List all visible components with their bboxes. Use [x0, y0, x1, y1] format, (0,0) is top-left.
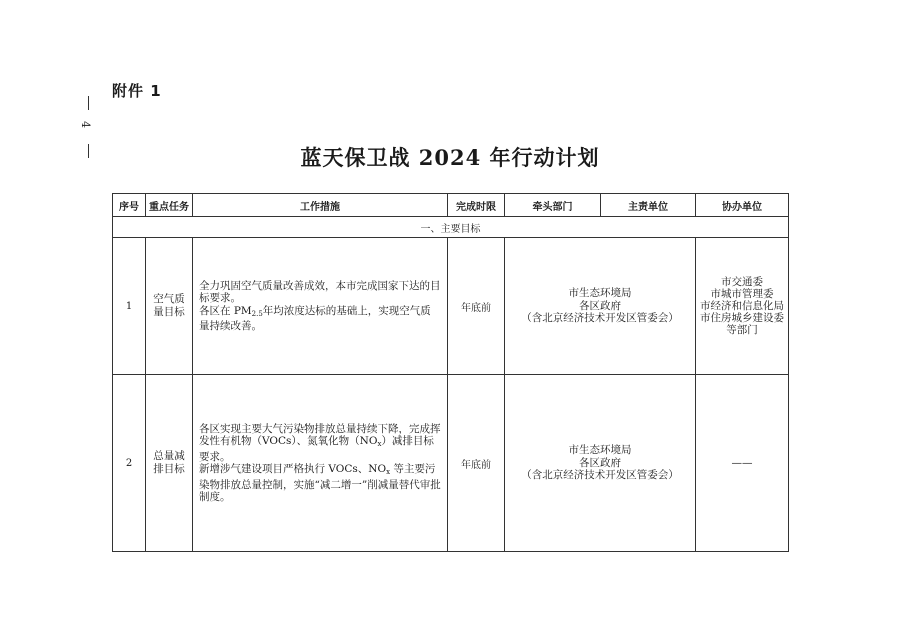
measure-text: 等主要污染物排放总量控制，实施“减二增一”削减量替代审批制度。 — [199, 463, 441, 503]
measure-text: 新增涉气建设项目严格执行 VOCs、NO — [199, 463, 387, 475]
measure-paragraph — [199, 305, 441, 333]
row-lead-department — [505, 238, 696, 375]
measure-text: 各区在 PM — [199, 304, 252, 317]
page-number-top-rule — [88, 96, 89, 110]
measure-paragraph: 全力巩固空气质量改善成效，本市完成国家下达的目标要求。 — [199, 279, 441, 304]
header-cooperating: 协办单位 — [696, 194, 789, 217]
dept-line: 各区政府 — [579, 456, 621, 469]
header-measures: 工作措施 — [193, 194, 448, 217]
header-responsible: 主责单位 — [601, 194, 696, 217]
row-task: 空气质量目标 — [146, 238, 193, 375]
table-row — [113, 375, 789, 552]
measure-subscript: 2.5 — [251, 309, 263, 318]
coop-line: 市交通委 — [721, 276, 763, 288]
row-measures — [193, 238, 448, 375]
measure-text: ）减排目标要求。 — [199, 435, 434, 463]
coop-line: 市经济和信息化局 — [700, 300, 784, 312]
coop-line: 市城市管理委 — [710, 288, 774, 300]
page-number: 4 — [79, 121, 92, 128]
row-cooperating — [696, 238, 789, 375]
row-number: 1 — [113, 238, 146, 375]
measure-text: 年均浓度达标的基础上，实现空气质量持续改善。 — [199, 304, 431, 332]
header-no: 序号 — [113, 194, 146, 217]
coop-line: 等部门 — [726, 324, 758, 336]
dept-line: 各区政府 — [579, 299, 621, 312]
measure-text: 各区实现主要大气污染物排放总量持续下降，完成挥发性有机物（VOCs）、氮氧化物（NO — [199, 422, 441, 447]
dept-line: （含北京经济技术开发区管委会） — [521, 469, 679, 482]
row-cooperating: —— — [696, 375, 789, 552]
dept-line: 市生态环境局 — [568, 287, 632, 300]
dept-line: 市生态环境局 — [568, 444, 632, 457]
table-row — [113, 238, 789, 375]
row-deadline: 年底前 — [448, 238, 505, 375]
measure-subscript: x — [386, 468, 391, 476]
measure-paragraph — [199, 463, 441, 504]
header-task: 重点任务 — [146, 194, 193, 217]
header-lead: 牵头部门 — [505, 194, 601, 217]
coop-line: 市住房城乡建设委 — [700, 312, 784, 324]
document-title: 蓝天保卫战 2024 年行动计划 — [300, 145, 600, 170]
action-plan-table — [112, 193, 789, 552]
measure-paragraph — [199, 423, 441, 464]
attachment-label: 附件 1 — [112, 82, 162, 100]
table-header-row — [113, 194, 789, 217]
row-number: 2 — [113, 375, 146, 552]
row-deadline: 年底前 — [448, 375, 505, 552]
row-lead-department — [505, 375, 696, 552]
measure-subscript: x — [377, 440, 382, 448]
section-title: 一、主要目标 — [113, 217, 789, 238]
row-measures — [193, 375, 448, 552]
header-deadline: 完成时限 — [448, 194, 505, 217]
section-row — [113, 217, 789, 238]
dept-line: （含北京经济技术开发区管委会） — [521, 312, 679, 325]
row-task: 总量减排目标 — [146, 375, 193, 552]
